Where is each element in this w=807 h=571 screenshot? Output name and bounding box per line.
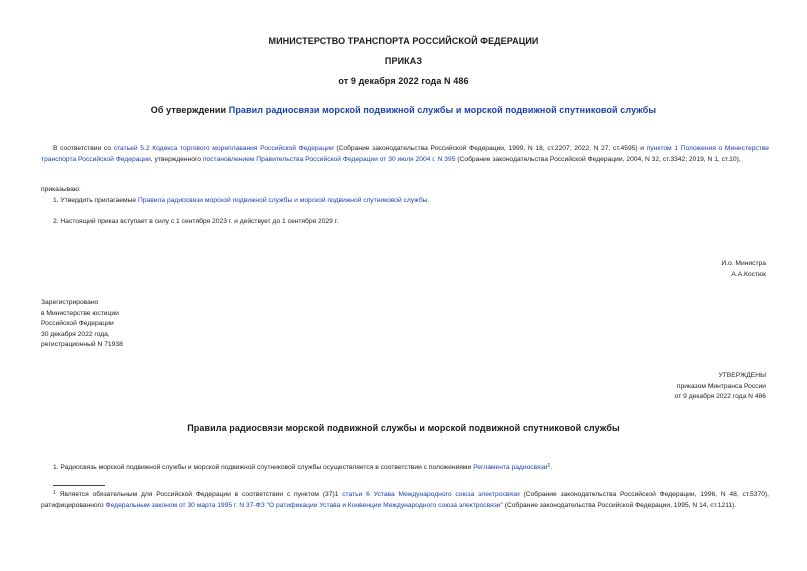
- order-item-2: 2. Настоящий приказ вступает в силу с 1 сентября 2023 г. и действует до 1 сентября 2029 г.: [53, 218, 339, 225]
- reglament-link[interactable]: Регламента радиосвязи: [473, 464, 548, 471]
- document-subject: [0, 105, 807, 115]
- ministry-heading: МИНИСТЕРСТВО ТРАНСПОРТА РОССИЙСКОЙ ФЕДЕРАЦИИ: [268, 36, 539, 46]
- rules-paragraph-1: 1. Радиосвязь морской подвижной службы и морской подвижной спутниковой службы осуществляется в соответствии с положениями Регламента радиосвязи$^1$.: [53, 463, 553, 471]
- footnote-marker: 1: [53, 490, 56, 496]
- subject-prefix: Об утверждении: [150, 105, 229, 115]
- order-item-1: 1. Утвердить прилагаемые Правила радиосвязи морской подвижной службы и морской подвижной спутниковой службы.: [53, 197, 430, 204]
- registration-line: в Министерстве юстиции: [41, 309, 119, 317]
- registration-line: Зарегистрировано: [41, 299, 99, 306]
- rules-title: Правила радиосвязи морской подвижной службы и морской подвижной спутниковой службы: [187, 423, 620, 433]
- approval-line-2: приказом Минтранса России: [676, 382, 766, 390]
- footnote-text: $^1$ Является обязательным для Российской Федерации в соответствии с пунктом (37)1 статьи 6 Устава Международного союза электросвязи (Собрание законодательства Российской Федерации, 1996, N 48, ст.5370), ратифицированного Федеральным законом от 30 марта 1995 г. N 37-ФЗ "О ратификации Устава и Конвенции Международного союза электросвязи" (Собрание законодательства Российской Федерации, 1995, N 14, ст.1211).: [41, 490, 769, 509]
- signature-name: А.А.Костюк: [731, 270, 766, 278]
- approval-block: [675, 371, 766, 403]
- signature-role: И.о. Министра: [721, 260, 766, 267]
- document-type: ПРИКАЗ: [384, 56, 423, 66]
- ustav-link[interactable]: статьи 6 Устава Международного союза электросвязи: [342, 491, 520, 498]
- signature-block: [721, 259, 766, 280]
- approval-line-3: от 9 декабря 2022 года N 486: [674, 393, 766, 400]
- footnote-divider: [53, 485, 105, 486]
- kodeks-link[interactable]: статьей 5.2 Кодекса торгового мореплавания Российской Федерации: [113, 145, 334, 152]
- postanovlenie-link[interactable]: постановлением Правительства Российской Федерации от 30 июля 2004 г. N 395: [202, 156, 456, 163]
- registration-block: [41, 298, 123, 351]
- registration-line: регистрационный N 71938: [41, 341, 123, 348]
- order-word: приказываю:: [41, 186, 81, 193]
- polozhenie-link[interactable]: пунктом 1 Положения о Министерстве транспорта Российской Федерации: [41, 145, 770, 163]
- federal-law-link[interactable]: Федеральным законом от 30 марта 1995 г. N 37-ФЗ "О ратификации Устава и Конвенции Международного союза электросвязи": [105, 502, 503, 509]
- registration-line: 30 декабря 2022 года,: [41, 330, 110, 338]
- approval-line-1: УТВЕРЖДЕНЫ: [718, 372, 766, 379]
- preamble-paragraph: В соответствии со статьей 5.2 Кодекса торгового мореплавания Российской Федерации (Собрание законодательства Российской Федерации, 1999, N 18, ст.2207; 2022, N 27, ст.4595) и пунктом 1 Положения о Министерстве транспорта Российской Федерации, утвержденного постановлением Правительства Российской Федерации от 30 июля 2004 г. N 395 (Собрание законодательства Российской Федерации, 2004, N 32, ст.3342; 2019, N 1, ст.10),: [41, 145, 770, 163]
- subject-link[interactable]: Правил радиосвязи морской подвижной службы и морской подвижной спутниковой службы: [228, 105, 657, 115]
- registration-line: Российской Федерации: [41, 320, 114, 327]
- footnote-ref[interactable]: 1: [547, 463, 551, 469]
- rules-link[interactable]: Правила радиосвязи морской подвижной службы и морской подвижной спутниковой службы: [137, 197, 428, 204]
- document-date-number: от 9 декабря 2022 года N 486: [338, 76, 469, 86]
